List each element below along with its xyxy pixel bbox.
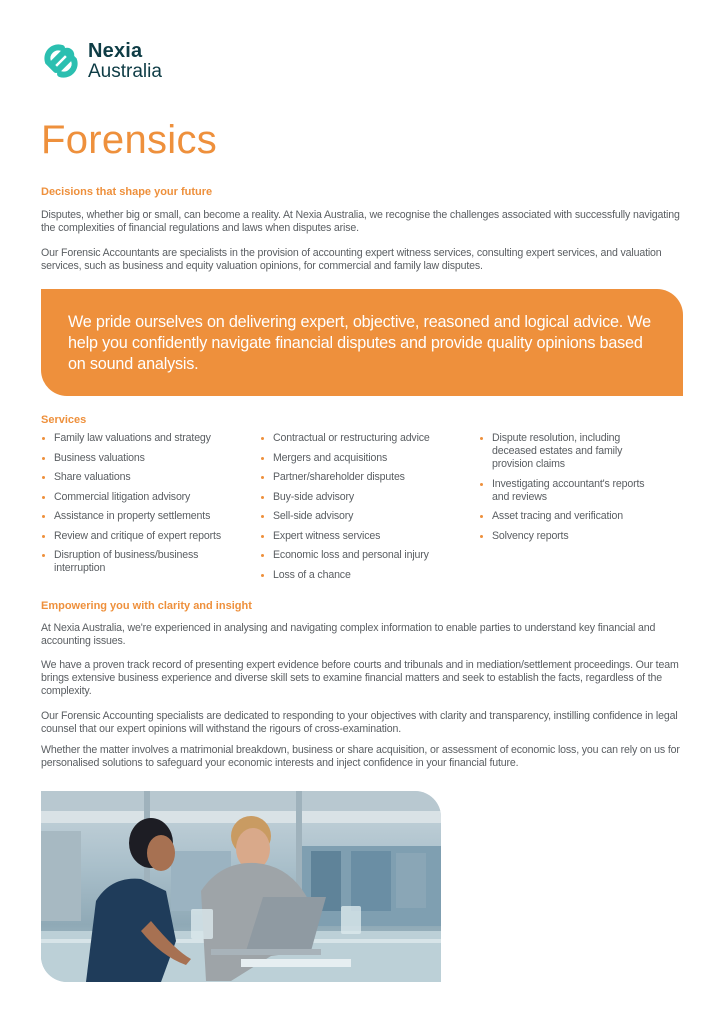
service-item: Dispute resolution, including deceased estates and family provision claims [479, 432, 644, 471]
service-item: Buy-side advisory [260, 491, 479, 504]
logo-name-line2: Australia [88, 61, 162, 82]
services-column-3 [479, 432, 679, 588]
services-column-1 [41, 432, 260, 588]
service-item: Investigating accountant's reports and reviews [479, 478, 649, 504]
service-item: Commercial litigation advisory [41, 491, 260, 504]
service-item: Solvency reports [479, 530, 679, 543]
intro-heading: Decisions that shape your future [41, 186, 213, 198]
service-item: Review and critique of expert reports [41, 530, 260, 543]
service-item: Expert witness services [260, 530, 479, 543]
page-title: Forensics [41, 118, 218, 162]
empowering-heading: Empowering you with clarity and insight [41, 600, 252, 612]
service-item: Mergers and acquisitions [260, 452, 479, 465]
office-photo-illustration [41, 791, 441, 982]
service-item: Family law valuations and strategy [41, 432, 260, 445]
service-item: Contractual or restructuring advice [260, 432, 479, 445]
service-item: Asset tracing and verification [479, 510, 679, 523]
logo-name-line1: Nexia [88, 40, 143, 62]
service-item: Sell-side advisory [260, 510, 479, 523]
callout-text: We pride ourselves on delivering expert, objective, reasoned and logical advice. We help you confidently navigate financial disputes and provide quality opinions based on sound analysis. [68, 313, 651, 373]
service-item: Loss of a chance [260, 569, 479, 582]
service-item: Share valuations [41, 471, 260, 484]
services-heading: Services [41, 414, 87, 426]
service-item: Assistance in property settlements [41, 510, 260, 523]
empowering-paragraph-4: Whether the matter involves a matrimonial breakdown, business or share acquisition, or assessment of economic loss, you can rely on us for personalised solutions to safeguard your economic interests and inject confidence in your financial future. [41, 744, 680, 769]
logo-wordmark [88, 41, 162, 81]
office-photo [41, 791, 441, 982]
nexia-logo [40, 40, 162, 82]
service-item: Disruption of business/business interruption [41, 549, 221, 575]
intro-paragraph-1: Disputes, whether big or small, can become a reality. At Nexia Australia, we recognise the challenges associated with successfully navigating the complexities of financial regulations and laws when disputes arise. [41, 209, 680, 234]
empowering-paragraph-3: Our Forensic Accounting specialists are dedicated to responding to your objectives with clarity and transparency, instilling confidence in legal counsel that our expert opinions will withstand the rigours of cross-examination. [41, 710, 678, 735]
callout-box [41, 289, 683, 396]
empowering-paragraph-2: We have a proven track record of presenting expert evidence before courts and tribunals and in mediation/settlement proceedings. Our team brings extensive business experience and diverse skill sets to examine financial matters and seek to establish the facts, regardless of the complexity. [41, 659, 679, 697]
empowering-paragraph-1: At Nexia Australia, we're experienced in analysing and navigating complex information to enable parties to understand key financial and accounting issues. [41, 622, 656, 647]
service-item: Economic loss and personal injury [260, 549, 479, 562]
services-list [41, 432, 701, 588]
services-column-2 [260, 432, 479, 588]
service-item: Partner/shareholder disputes [260, 471, 479, 484]
intro-paragraph-2: Our Forensic Accountants are specialists in the provision of accounting expert witness services, consulting expert services, and valuation services, such as business and equity valuation opinions, for commercial and family law disputes. [41, 247, 662, 272]
nexia-logo-icon [40, 40, 82, 82]
service-item: Business valuations [41, 452, 260, 465]
